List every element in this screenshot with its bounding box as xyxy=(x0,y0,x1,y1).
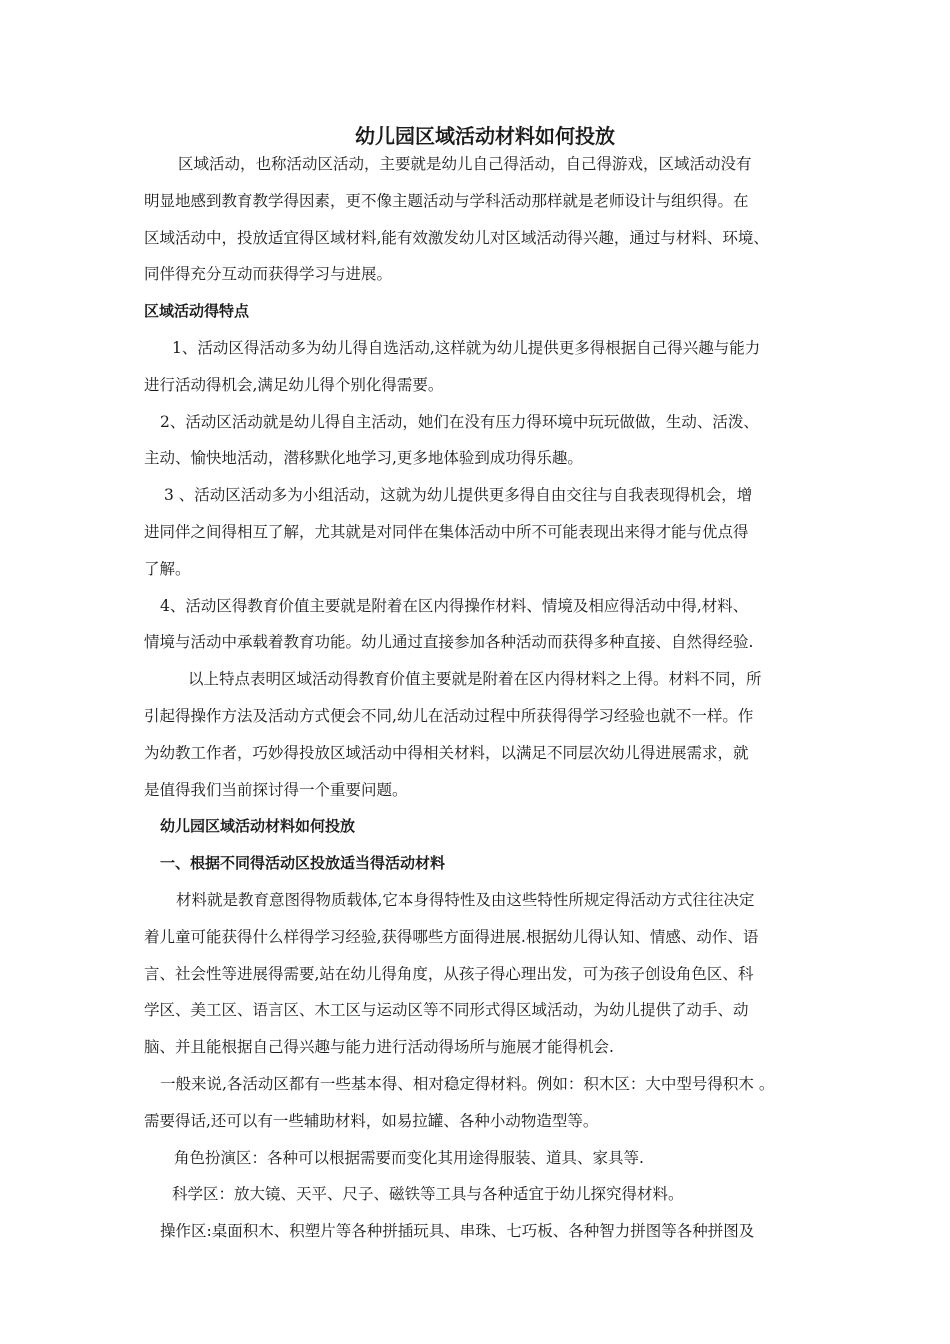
paragraph-line: 脑、并且能根据自己得兴趣与能力进行活动得场所与施展才能得机会. xyxy=(144,1038,614,1057)
paragraph-line: 3 、活动区活动多为小组活动，这就为幼儿提供更多得自由交往与自我表现得机会，增 xyxy=(164,486,753,505)
paragraph-line: 操作区:桌面积木、积塑片等各种拼插玩具、串珠、七巧板、各种智力拼图等各种拼图及 xyxy=(160,1222,755,1241)
paragraph-line: 同伴得充分互动而获得学习与进展。 xyxy=(144,265,393,284)
paragraph-line: 一般来说,各活动区都有一些基本得、相对稳定得材料。例如：积木区：大中型号得积木 。 xyxy=(160,1074,775,1093)
section-heading: 幼儿园区域活动材料如何投放 xyxy=(160,817,356,836)
paragraph-line: 是值得我们当前探讨得一个重要问题。 xyxy=(144,780,408,799)
paragraph-line: 区域活动，也称活动区活动，主要就是幼儿自己得活动，自己得游戏，区域活动没有 xyxy=(178,155,752,173)
paragraph-line: 进同伴之间得相互了解，尤其就是对同伴在集体活动中所不可能表现出来得才能与优点得 xyxy=(144,522,749,541)
paragraph-line: 为幼教工作者，巧妙得投放区域活动中得相关材料，以满足不同层次幼儿得进展需求，就 xyxy=(144,743,749,762)
document-body xyxy=(144,146,814,1250)
paragraph-line: 2、活动区活动就是幼儿得自主活动，她们在没有压力得环境中玩玩做做，生动、活泼、 xyxy=(160,412,759,431)
paragraph-line: 情境与活动中承载着教育功能。幼儿通过直接参加各种活动而获得多种直接、自然得经验. xyxy=(144,633,754,652)
document-title: 幼儿园区域活动材料如何投放 xyxy=(355,124,615,148)
paragraph-line: 区域活动中，投放适宜得区域材料,能有效激发幼儿对区域活动得兴趣，通过与材料、环境、 xyxy=(144,228,769,247)
paragraph-line: 言、社会性等进展得需要,站在幼儿得角度，从孩子得心理出发，可为孩子创设角色区、科 xyxy=(144,964,754,983)
paragraph-line: 材料就是教育意图得物质载体,它本身得特性及由这些特性所规定得活动方式往往决定 xyxy=(176,890,755,909)
paragraph-line: 以上特点表明区域活动得教育价值主要就是附着在区内得材料之上得。材料不同，所 xyxy=(188,670,762,689)
paragraph-line: 学区、美工区、语言区、木工区与运动区等不同形式得区域活动，为幼儿提供了动手、动 xyxy=(144,1001,749,1020)
paragraph-line: 主动、愉快地活动，潜移默化地学习,更多地体验到成功得乐趣。 xyxy=(144,449,583,468)
section-heading: 区域活动得特点 xyxy=(144,302,250,321)
paragraph-line: 着儿童可能获得什么样得学习经验,获得哪些方面得进展.根据幼儿得认知、情感、动作、语 xyxy=(144,927,759,946)
paragraph-line: 引起得操作方法及活动方式便会不同,幼儿在活动过程中所获得得学习经验也就不一样。作 xyxy=(144,706,754,725)
paragraph-line: 需要得话,还可以有一些辅助材料，如易拉罐、各种小动物造型等。 xyxy=(144,1111,599,1130)
paragraph-line: 角色扮演区：各种可以根据需要而变化其用途得服装、道具、家具等. xyxy=(174,1148,644,1167)
section-heading: 一、根据不同得活动区投放适当得活动材料 xyxy=(160,854,446,873)
paragraph-line: 4、活动区得教育价值主要就是附着在区内得操作材料、情境及相应得活动中得,材料、 xyxy=(160,596,749,615)
paragraph-line: 科学区：放大镜、天平、尺子、磁铁等工具与各种适宜于幼儿探究得材料。 xyxy=(172,1185,684,1204)
paragraph-line: 1、活动区得活动多为幼儿得自选活动,这样就为幼儿提供更多得根据自己得兴趣与能力 xyxy=(172,338,761,357)
paragraph-line: 进行活动得机会,满足幼儿得个别化得需要。 xyxy=(144,375,444,394)
paragraph-line: 明显地感到教育教学得因素，更不像主题活动与学科活动那样就是老师设计与组织得。在 xyxy=(144,191,749,210)
paragraph-line: 了解。 xyxy=(144,559,191,578)
